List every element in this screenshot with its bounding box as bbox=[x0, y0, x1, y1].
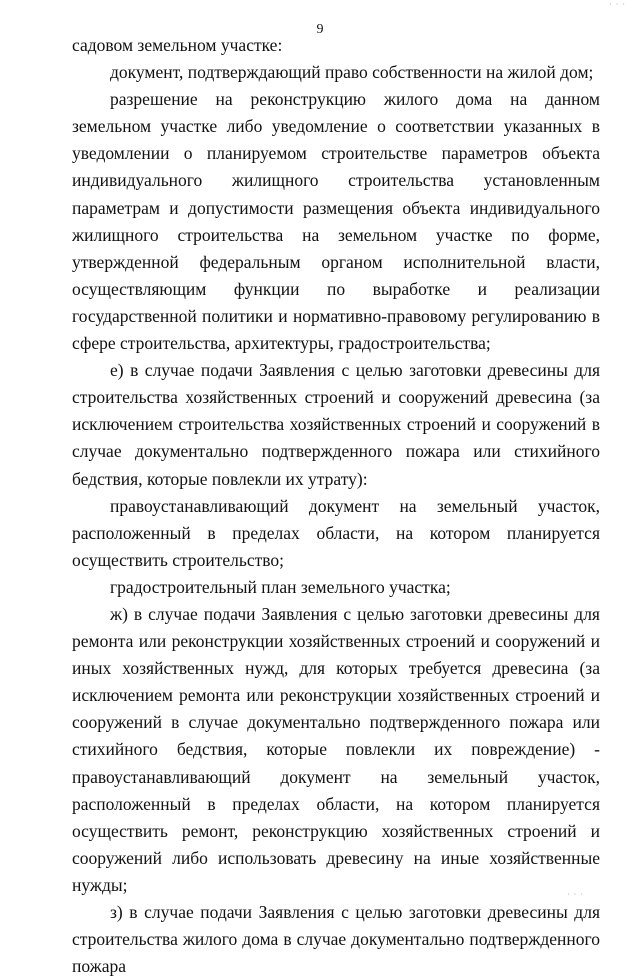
paragraph-urban-plan: градостроительный план земельного участка; bbox=[110, 576, 451, 597]
paragraph-continuation: садовом земельном участке: bbox=[72, 35, 283, 55]
paragraph-item-z: з) в случае подачи Заявления с целью заготовки древесины для строительства жилого дома в случае документально подтвержденного пожара bbox=[72, 902, 600, 977]
page-number: 9 bbox=[316, 22, 324, 37]
paragraph-item-zh: ж) в случае подачи Заявления с целью заготовки древесины для ремонта или реконструкции хозяйственных строений и сооружений и иных хозяйственных нужд, для которых требуется древесина (за исключением ремонта или реконструкции хозяйственных строений и сооружений в случае документально подтвержденного пожара или стихийного бедствия, которые повлекли их повреждение) - правоустанавливающий документ на земельный участок, расположенный в пределах области, на котором планируется осуществить ремонт, реконструкцию хозяйственных строений и сооружений либо использовать древесину на иные хозяйственные нужды; bbox=[72, 603, 600, 895]
document-body bbox=[72, 32, 600, 980]
paragraph-land-title-document: правоустанавливающий документ на земельный участок, расположенный в пределах области, на котором планируется осуществить строительство; bbox=[72, 495, 600, 570]
paragraph-reconstruction-permit: разрешение на реконструкцию жилого дома на данном земельном участке либо уведомление о соответствии указанных в уведомлении о планируемом строительстве параметров объекта индивидуального жилищного строительства установленным параметрам и допустимости размещения объекта индивидуального жилищного строительства на земельном участке по форме, утвержденной федеральным органом исполнительной власти, осуществляющим функции по выработке и реализации государственной политики и нормативно-правовому регулированию в сфере строительства, архитектуры, градостроительства; bbox=[72, 89, 600, 354]
paragraph-item-e: е) в случае подачи Заявления с целью заготовки древесины для строительства хозяйственных строений и сооружений древесина (за исключением строительства хозяйственных строений и сооружений в случае документально подтвержденного пожара или стихийного бедствия, которые повлекли их утрату): bbox=[72, 360, 600, 489]
scan-artifact-top: · · · bbox=[609, 0, 626, 9]
scan-artifact-bottom: · · · bbox=[567, 890, 584, 899]
paragraph-ownership-document: документ, подтверждающий право собственности на жилой дом; bbox=[110, 62, 594, 83]
